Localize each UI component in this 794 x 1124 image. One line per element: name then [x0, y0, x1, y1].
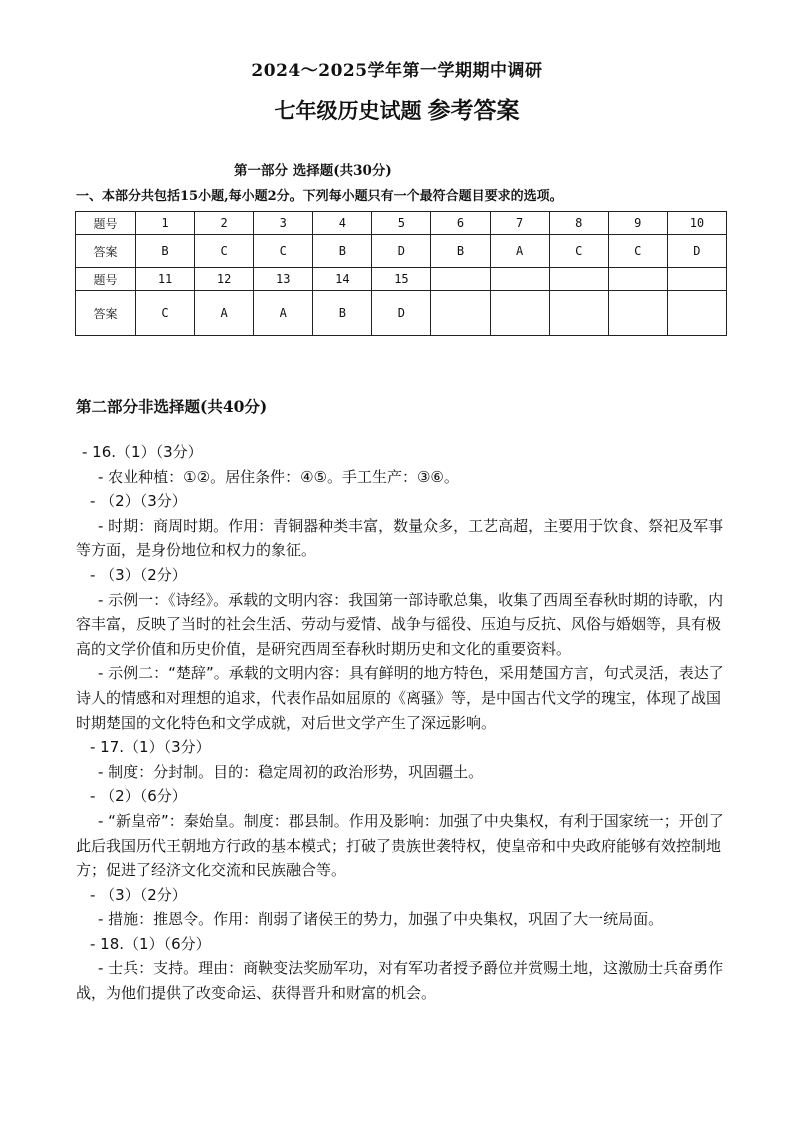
subquestion-heading: - （2）（3分）: [90, 492, 187, 511]
question-number: 1: [136, 212, 195, 235]
answer-paragraph: - 示例二：“楚辞”。承载的文明内容：具有鲜明的地方特色，采用楚国方言，句式灵活，表达了诗人的情感和对理想的追求，代表作品如屈原的《离骚》等，是中国古代文学的瑰宝，体现了战国时期楚国的文化特色和文学成就，对后世文学产生了深远影响。: [76, 664, 724, 732]
question-heading: - 16.（1）（3分）: [82, 443, 203, 461]
part1-heading: 第一部分 选择题(共30分): [234, 163, 392, 179]
part2-answers: [76, 440, 724, 1006]
answer-row-2: [76, 291, 727, 336]
empty-cell: [549, 268, 608, 291]
answer-cell: D: [372, 235, 431, 268]
answer-cell: A: [195, 291, 254, 336]
subquestion-heading: - （3）（2分）: [90, 565, 187, 584]
empty-cell: [608, 268, 667, 291]
answer-row-1: [76, 235, 727, 268]
subquestion-heading: - （3）（2分）: [90, 885, 187, 904]
answer-paragraph: - 时期：商周时期。作用：青铜器种类丰富，数量众多，工艺高超，主要用于饮食、祭祀及军事等方面，是身份地位和权力的象征。: [76, 516, 724, 560]
question-number: 3: [254, 212, 313, 235]
number-row-2: [76, 268, 727, 291]
question-number: 9: [608, 212, 667, 235]
subquestion-heading: - （2）（6分）: [90, 787, 187, 806]
part1-instruction: 一、本部分共包括15小题,每小题2分。下列每小题只有一个最符合题目要求的选项。: [76, 189, 563, 204]
answer-paragraph: - “新皇帝”：秦始皇。制度：郡县制。作用及影响：加强了中央集权，有利于国家统一；开创了此后我国历代王朝地方行政的基本模式；打破了贵族世袭特权，使皇帝和中央政府能够有效控制地方；促进了经济文化交流和民族融合等。: [76, 811, 724, 880]
answer-key-title: [0, 92, 794, 125]
answer-cell: A: [490, 235, 549, 268]
answer-cell: C: [136, 291, 195, 336]
answer-paragraph: - 士兵：支持。理由：商鞅变法奖励军功，对有军功者授予爵位并赏赐土地，这激励士兵奋勇作战，为他们提供了改变命运、获得晋升和财富的机会。: [76, 959, 724, 1003]
exam-title: 2024～2025学年第一学期期中调研: [251, 61, 543, 81]
answer-cell: C: [608, 235, 667, 268]
question-number: 2: [195, 212, 254, 235]
row-label-answer: 答案: [76, 235, 136, 268]
question-heading: - 18.（1）（6分）: [90, 934, 211, 953]
question-number: 6: [431, 212, 490, 235]
part2-heading: 第二部分非选择题(共40分): [76, 397, 268, 416]
answer-cell: C: [549, 235, 608, 268]
answer-cell: B: [136, 235, 195, 268]
row-label-answer: 答案: [76, 291, 136, 336]
answer-paragraph: - 示例一：《诗经》。承载的文明内容：我国第一部诗歌总集，收集了西周至春秋时期的诗歌，内容丰富，反映了当时的社会生活、劳动与爱情、战争与徭役、压迫与反抗、风俗与婚姻等，具有极高的文学价值和历史价值，是研究西周至春秋时期历史和文化的重要资料。: [76, 590, 724, 658]
answer-cell: C: [195, 235, 254, 268]
answer-cell: B: [431, 235, 490, 268]
answer-paragraph: - 制度：分封制。目的：稳定周初的政治形势，巩固疆土。: [98, 762, 484, 781]
empty-cell: [431, 268, 490, 291]
row-label-number: 题号: [76, 268, 136, 291]
answer-cell: D: [372, 291, 431, 336]
question-number: 12: [195, 268, 254, 291]
question-number: 7: [490, 212, 549, 235]
empty-cell: [431, 291, 490, 336]
number-row-1: [76, 212, 727, 235]
answer-cell: B: [313, 291, 372, 336]
question-heading: - 17.（1）（3分）: [90, 738, 211, 757]
answer-cell: C: [254, 235, 313, 268]
empty-cell: [490, 268, 549, 291]
empty-cell: [549, 291, 608, 336]
empty-cell: [667, 291, 726, 336]
empty-cell: [490, 291, 549, 336]
question-number: 15: [372, 268, 431, 291]
answer-key-label: 参考答案: [427, 97, 520, 124]
question-number: 11: [136, 268, 195, 291]
question-number: 8: [549, 212, 608, 235]
empty-cell: [608, 291, 667, 336]
empty-cell: [667, 268, 726, 291]
answer-table: [75, 211, 727, 336]
question-number: 14: [313, 268, 372, 291]
answer-cell: D: [667, 235, 726, 268]
grade-subject-title: 七年级历史试题: [274, 98, 422, 123]
row-label-number: 题号: [76, 212, 136, 235]
answer-cell: A: [254, 291, 313, 336]
answer-paragraph: - 农业种植：①②。居住条件：④⑤。手工生产：③⑥。: [98, 467, 459, 486]
question-number: 10: [667, 212, 726, 235]
question-number: 13: [254, 268, 313, 291]
answer-paragraph: - 措施：推恩令。作用：削弱了诸侯王的势力，加强了中央集权，巩固了大一统局面。: [98, 910, 664, 929]
answer-cell: B: [313, 235, 372, 268]
question-number: 5: [372, 212, 431, 235]
question-number: 4: [313, 212, 372, 235]
